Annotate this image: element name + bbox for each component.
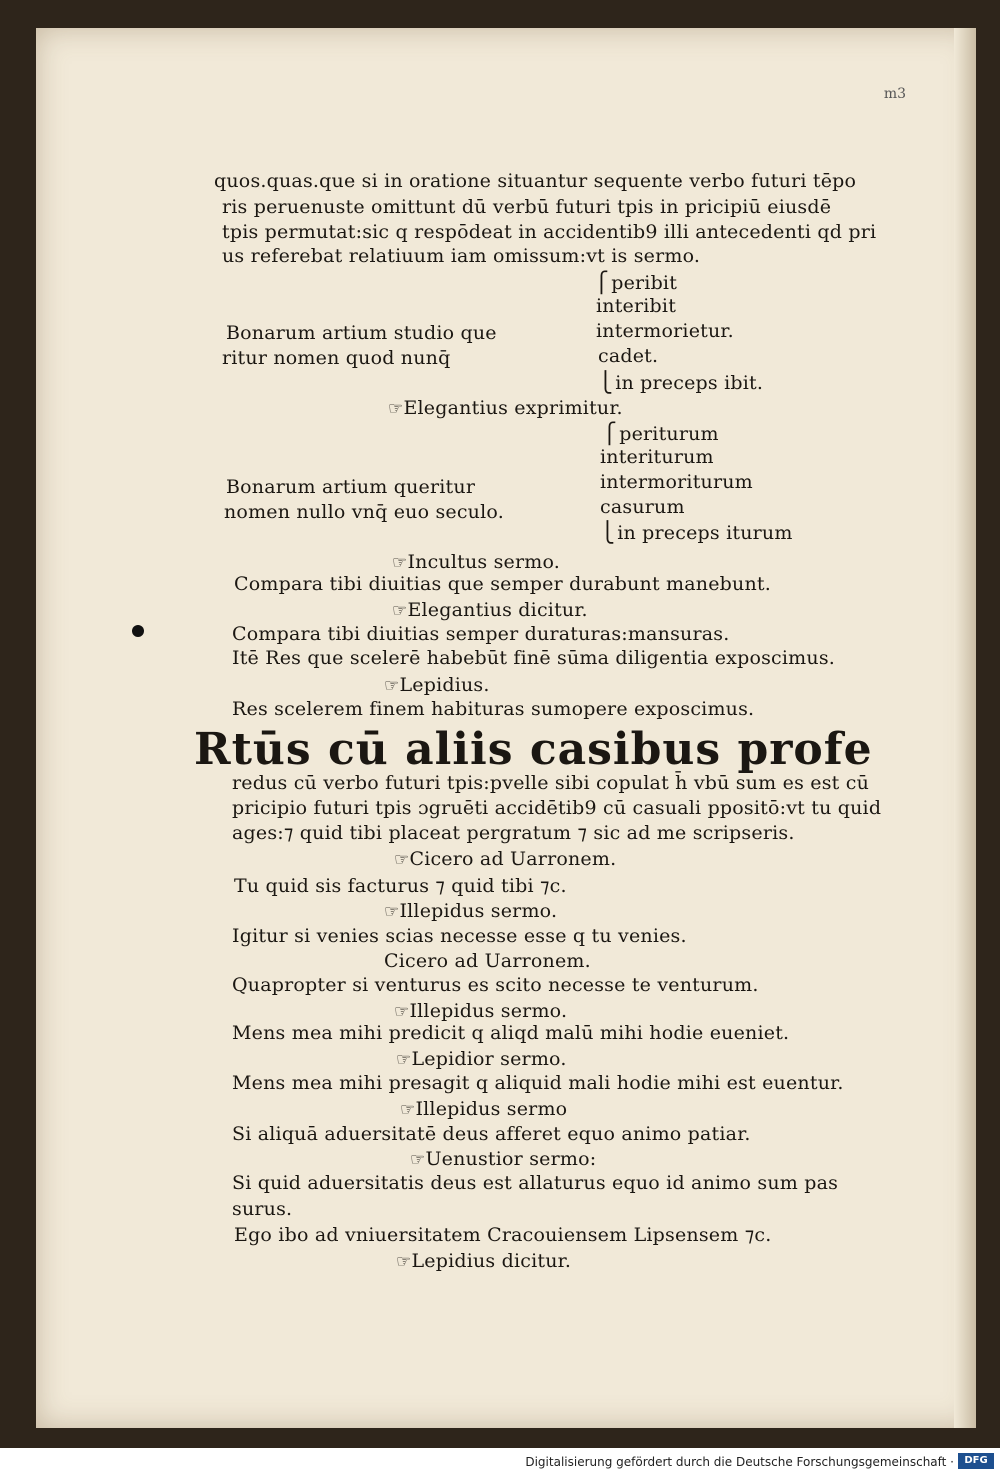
- text-line: Quapropter si venturus es scito necesse te venturum.: [232, 974, 759, 996]
- text-line: ☞ Illepidus sermo: [400, 1098, 567, 1120]
- text-line: Res scelerem finem habituras sumopere exposcimus.: [232, 698, 755, 720]
- page-edge: [954, 28, 976, 1428]
- text-line: ⎧ periturum: [602, 421, 719, 445]
- text-line: Itē Res que scelerē habebūt finē sūma diligentia exposcimus.: [232, 647, 836, 669]
- text-line: interiturum: [600, 446, 714, 468]
- text-line: ☞ Cicero ad Uarronem.: [394, 848, 616, 870]
- text-line: pricipio futuri tpis ɔgruēti accidētib9 cū casuali ppositō:vt tu quid: [232, 797, 882, 819]
- text-line: ☞ Lepidius.: [384, 674, 490, 696]
- text-line: ⎩ in preceps ibit.: [598, 370, 763, 394]
- text-line: interibit: [596, 295, 677, 317]
- text-line: ☞ Illepidus sermo.: [384, 900, 557, 922]
- text-line: Si aliquā aduersitatē deus afferet equo animo patiar.: [232, 1123, 751, 1145]
- text-line: intermorietur.: [596, 320, 734, 342]
- ink-blot: [132, 625, 144, 637]
- text-line: ☞ Incultus sermo.: [392, 551, 560, 573]
- text-line: tpis permutat:sic q respōdeat in accidentib9 illi antecedenti qd pri: [222, 221, 877, 243]
- text-line: intermoriturum: [600, 471, 753, 493]
- text-line: nomen nullo vnq̄ euo seculo.: [224, 501, 504, 523]
- text-line: ⎩ in preceps iturum: [600, 520, 793, 544]
- text-line: Bonarum artium studio que: [226, 322, 497, 344]
- text-line: Mens mea mihi presagit q aliquid mali hodie mihi est euentur.: [232, 1072, 844, 1094]
- folio-mark: m3: [883, 86, 906, 102]
- dfg-logo-icon: DFG: [958, 1453, 994, 1469]
- text-line: Compara tibi diuitias semper duraturas:mansuras.: [232, 623, 730, 645]
- funding-credit: Digitalisierung gefördert durch die Deutsche Forschungsgemeinschaft ·: [525, 1455, 954, 1469]
- text-line: us referebat relatiuum iam omissum:vt is sermo.: [222, 245, 701, 267]
- text-line: ☞ Elegantius exprimitur.: [388, 397, 623, 419]
- text-line: ⎧ peribit: [594, 270, 677, 294]
- text-line: ☞ Illepidus sermo.: [394, 1000, 567, 1022]
- text-line: ages:⁊ quid tibi placeat pergratum ⁊ sic ad me scripseris.: [232, 822, 795, 844]
- text-line: Compara tibi diuitias que semper durabunt manebunt.: [234, 573, 771, 595]
- text-line: ☞ Lepidius dicitur.: [396, 1250, 571, 1272]
- text-line: Si quid aduersitatis deus est allaturus equo id animo sum pas: [232, 1172, 839, 1194]
- text-line: Ego ibo ad vniuersitatem Cracouiensem Lipsensem ⁊c.: [234, 1224, 772, 1246]
- text-line: Tu quid sis facturus ⁊ quid tibi ⁊c.: [234, 875, 567, 897]
- text-line: ris peruenuste omittunt dū verbū futuri tpis in pricipiū eiusdē: [222, 196, 832, 218]
- text-line: Igitur si venies scias necesse esse q tu venies.: [232, 925, 687, 947]
- text-line: ☞ Elegantius dicitur.: [392, 599, 588, 621]
- section-heading: Rtūs cū aliis casibus profe: [194, 724, 873, 775]
- text-line: ☞ Uenustior sermo:: [410, 1148, 596, 1170]
- text-line: surus.: [232, 1198, 293, 1220]
- text-line: Cicero ad Uarronem.: [384, 950, 591, 972]
- text-line: casurum: [600, 496, 685, 518]
- text-line: ☞ Lepidior sermo.: [396, 1048, 567, 1070]
- text-line: Bonarum artium queritur: [226, 476, 476, 498]
- text-line: cadet.: [598, 345, 659, 367]
- footer-bar: [0, 1448, 1000, 1476]
- text-line: redus cū verbo futuri tpis:pvelle sibi copulat h̄ vbū sum es est cū: [232, 772, 870, 794]
- text-line: Mens mea mihi predicit q aliqd malū mihi hodie eueniet.: [232, 1022, 790, 1044]
- text-line: ritur nomen quod nunq̄: [222, 347, 451, 369]
- text-line: quos.quas.que si in oratione situantur sequente verbo futuri tēpo: [214, 170, 857, 192]
